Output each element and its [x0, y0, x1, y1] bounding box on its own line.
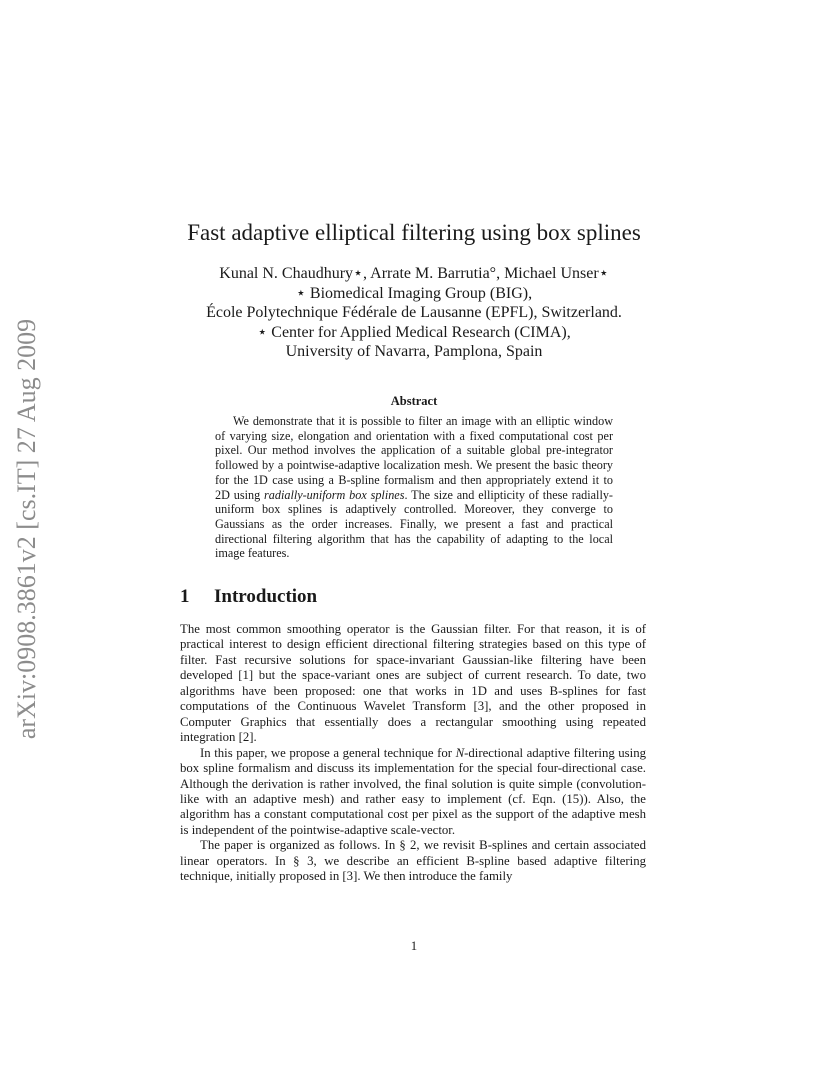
abstract-heading: Abstract: [390, 394, 438, 408]
paper-title: Fast adaptive elliptical filtering using box splines: [187, 220, 641, 245]
paragraph-part: -directional adaptive filtering using box spline formalism and discuss its implementation for the special four-directional case. Although the derivation is rather involved, the final solution is quite simple (convolution-like with an adaptive mesh) and rather easy to implement (cf. Eqn. (15)). Also, the algorithm has a constant computational cost per pixel as the support of the adaptive mesh is independent of the pointwise-adaptive scale-vector.: [180, 745, 647, 837]
section-number: 1: [180, 586, 190, 607]
paragraph-part: In this paper, we propose a general technique for: [200, 745, 456, 760]
page-number: 1: [410, 939, 418, 953]
author-names: Kunal N. Chaudhury⋆, Arrate M. Barrutia°, Michael Unser⋆: [219, 265, 609, 282]
abstract-text-part: . The size and ellipticity of these radially-uniform box splines is adaptively controlled. Moreover, they converge to Gaussians as the order increases. Finally, we present a fast and practical directional filtering algorithm that has the capability of adapting to the local image features.: [215, 487, 613, 561]
arxiv-identifier: arXiv:0908.3861v2 [cs.IT] 27 Aug 2009: [12, 318, 41, 740]
abstract-emphasis: radially-uniform box splines: [264, 487, 405, 502]
affiliation-line: ⋆ Center for Applied Medical Research (CIMA),: [257, 323, 571, 341]
paragraph: [180, 746, 646, 839]
paragraph: The most common smoothing operator is the Gaussian filter. For that reason, it is of practical interest to design efficient directional filtering strategies based on this type of filter. Fast recursive solutions for space-invariant Gaussian-like filtering have been developed [1] but the space-variant ones are subject of current research. To date, two algorithms have been proposed: one that works in 1D and uses B-splines for fast computations of the Continuous Wavelet Transform [3], and the other proposed in Computer Graphics that essentially does a rectangular smoothing using repeated integration [2].: [180, 622, 646, 745]
author-block: [100, 264, 728, 362]
affiliation-line: ⋆ Biomedical Imaging Group (BIG),: [295, 284, 533, 302]
math-variable: N: [455, 745, 465, 760]
abstract-text: [215, 414, 613, 561]
section-title: Introduction: [214, 586, 318, 607]
abstract-text-part: We demonstrate that it is possible to filter an image with an elliptic window of varying size, elongation and orientation with a fixed computational cost per pixel. Our method involves the application of a suitable global pre-integrator followed by a pointwise-adaptive localization mesh. We present the basic theory for the 1D case using a B-spline formalism and then appropriately extend it to 2D using: [215, 414, 613, 502]
affiliation-line: École Polytechnique Fédérale de Lausanne (EPFL), Switzerland.: [206, 304, 622, 322]
section-heading: [180, 586, 317, 608]
body-text: [180, 622, 646, 885]
paragraph: The paper is organized as follows. In § 2, we revisit B-splines and certain associated linear operators. In § 3, we describe an efficient B-spline based adaptive filtering technique, initially proposed in [3]. We then introduce the family: [180, 838, 646, 884]
affiliation-line: University of Navarra, Pamplona, Spain: [285, 343, 543, 361]
